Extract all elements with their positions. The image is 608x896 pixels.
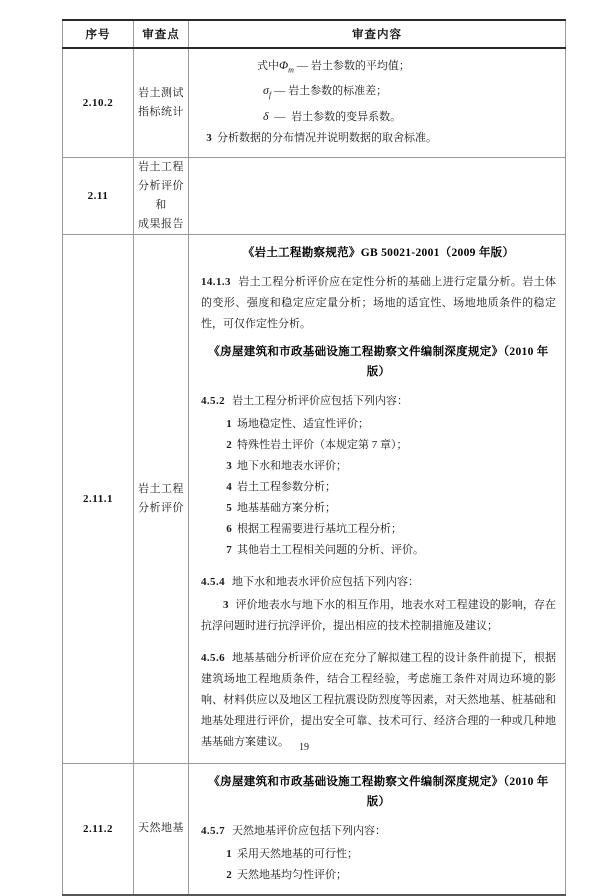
clause-text: 地基基础分析评价应在充分了解拟建工程的设计条件前提下，根据建筑场地工程地质条件，结合工程经验，考虑施工条件对周边环境的影响、材料供应以及地区工程抗震设防烈度等因素，对天然地基、桩基础和地基处理进行评价，提出安全可靠、技术可行、经济合理的一种或几种地基基础方案建议。 [201, 651, 556, 748]
clause-item [201, 519, 556, 540]
table-header-row [63, 20, 566, 48]
clause [201, 821, 556, 842]
table-row [63, 157, 566, 234]
spacer [201, 637, 556, 648]
standard-title: 《房屋建筑和市政基础设施工程勘察文件编制深度规定》（2010 年版） [208, 345, 549, 378]
clause [201, 272, 556, 335]
clause-item [201, 498, 556, 519]
formula-symbol: $\sigma_f$ [263, 83, 272, 100]
review-point-line: 岩土工程 [138, 160, 184, 173]
formula-symbol: δ [263, 108, 269, 123]
clause-item-number: 1 [226, 417, 232, 430]
clause-item-number: 1 [226, 847, 232, 860]
clause-item [201, 414, 556, 435]
clause-item-number: 2 [226, 438, 232, 451]
formula-description: 岩土参数的平均值； [310, 60, 410, 72]
clause-number: 4.5.6 [201, 651, 225, 664]
clause-item-text: 地基基础方案分析； [237, 501, 336, 514]
row-review-content [189, 48, 566, 157]
formula-description: 岩土参数的变异系数。 [291, 110, 402, 123]
formula-subscript: m [288, 65, 294, 75]
row-review-point [134, 157, 189, 234]
row-number: 2.11.2 [63, 763, 134, 895]
clause [201, 391, 556, 412]
table-row [63, 234, 566, 763]
standard-title: 《房屋建筑和市政基础设施工程勘察文件编制深度规定》（2010 年版） [208, 775, 549, 808]
row-review-content [189, 234, 566, 763]
page-number: 19 [299, 742, 309, 753]
spacer [201, 561, 556, 572]
review-point-line: 分析评价 [138, 501, 184, 514]
clause-item-text: 特殊性岩土评价（本规定第 7 章）； [237, 438, 408, 451]
row-number: 2.11 [63, 157, 134, 234]
em-dash-icon: — [271, 110, 289, 123]
table-row [63, 48, 566, 157]
formula-legend-item [201, 80, 556, 105]
review-point-line: 分析评价 [138, 179, 184, 192]
standard-title: 《岩土工程勘察规范》GB 50021-2001（2009 年版） [242, 246, 515, 259]
formula-subscript: f [268, 90, 272, 100]
clause-text: 天然地基评价应包括下列内容： [232, 824, 386, 837]
numbered-item-text: 分析数据的分布情况并说明数据的取舍标准。 [217, 131, 437, 144]
row-number: 2.11.1 [63, 234, 134, 763]
review-point-line: 岩土测试 [138, 86, 184, 99]
clause-item-text: 天然地基均匀性评价； [237, 868, 347, 881]
clause-item-text: 采用天然地基的可行性； [237, 847, 358, 860]
row-review-content [189, 763, 566, 895]
clause-item-number: 3 [223, 598, 229, 611]
clause [201, 572, 556, 593]
table-body [63, 48, 566, 895]
review-point-line: 指标统计 [138, 105, 184, 118]
em-dash-icon: — [274, 85, 286, 98]
clause-item [201, 865, 556, 886]
clause-item-number: 4 [226, 480, 232, 493]
table-header [63, 20, 566, 48]
clause-item [201, 435, 556, 456]
clause-item [201, 477, 556, 498]
formula-legend-list [201, 55, 556, 128]
clause-number: 4.5.4 [201, 575, 225, 588]
formula-legend-item [201, 55, 556, 80]
clause-item-number: 5 [226, 501, 232, 514]
row-review-point [134, 234, 189, 763]
row-number: 2.10.2 [63, 48, 134, 157]
clause-item-text: 地下水和地表水评价； [237, 459, 347, 472]
clause-item-text: 评价地表水与地下水的相互作用，地表水对工程建设的影响，存在抗浮问题时进行抗浮评价，提出相应的技术控制措施及建议； [201, 598, 556, 632]
clause-item-number: 2 [226, 868, 232, 881]
clause-number: 4.5.2 [201, 394, 225, 407]
row-review-point [134, 763, 189, 895]
row-review-content [189, 157, 566, 234]
clause-number: 14.1.3 [201, 275, 231, 288]
clause-item-number: 6 [226, 522, 232, 535]
review-point-line: 天然地基 [138, 822, 184, 835]
table-row [63, 763, 566, 895]
column-header-point: 审查点 [134, 20, 189, 48]
clause-item-number: 3 [226, 459, 232, 472]
clause-item-list [201, 844, 556, 886]
clause-item-text: 根据工程需要进行基坑工程分析； [237, 522, 402, 535]
review-point-line: 岩土工程 [138, 482, 184, 495]
formula-lead-label: 式中 [257, 60, 279, 72]
formula-symbol: $\Phi_m$ [279, 58, 294, 75]
clause-item [201, 540, 556, 561]
row-review-point [134, 48, 189, 157]
clause-text: 地下水和地表水评价应包括下列内容： [232, 575, 419, 588]
clause-item [201, 456, 556, 477]
clause-text: 岩土工程分析评价应包括下列内容： [232, 394, 408, 407]
clause-item [201, 595, 556, 637]
clause-number: 4.5.7 [201, 824, 225, 837]
clause-item-text: 岩土工程参数分析； [237, 480, 336, 493]
em-dash-icon: — [296, 60, 308, 72]
review-point-line: 成果报告 [138, 217, 184, 230]
clause-item-list [201, 414, 556, 561]
clause-item-text: 其他岩土工程相关问题的分析、评价。 [237, 543, 424, 556]
numbered-item [201, 128, 556, 149]
formula-description: 岩土参数的标准差； [288, 85, 388, 98]
clause-item-number: 7 [226, 543, 232, 556]
clause-text: 岩土工程分析评价应在定性分析的基础上进行定量分析。岩土体的变形、强度和稳定应定量分析；场地的适宜性、场地地质条件的稳定性，可仅作定性分析。 [201, 275, 556, 330]
column-header-content: 审查内容 [189, 20, 566, 48]
review-point-line: 和 [155, 198, 167, 211]
numbered-item-number: 3 [206, 131, 212, 144]
clause-item [201, 844, 556, 865]
review-items-table [62, 19, 566, 896]
clause-item-text: 场地稳定性、适宜性评价； [237, 417, 369, 430]
formula-legend-item [201, 106, 556, 128]
column-header-no: 序号 [63, 20, 134, 48]
clause [201, 648, 556, 753]
